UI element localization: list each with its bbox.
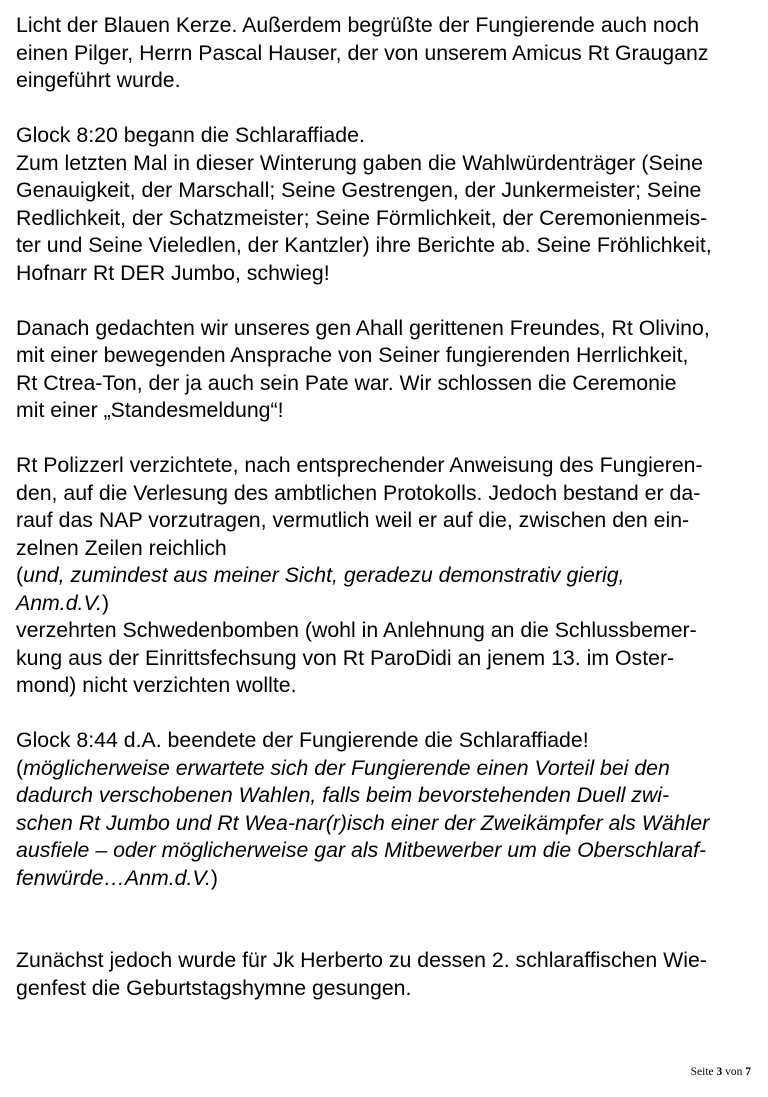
text-line: den, auf die Verlesung des ambtlichen Protokolls. Jedoch bestand er da- [16, 480, 701, 505]
editor-note-line: (und, zumindest aus meiner Sicht, geradezu demonstrativ gierig, [16, 563, 625, 587]
text-line: zelnen Zeilen reichlich [16, 535, 227, 560]
text-line: mit einer „Standesmeldung“! [16, 398, 284, 422]
text-line: Redlichkeit, der Schatzmeister; Seine Förmlichkeit, der Ceremonienmeis- [16, 205, 708, 230]
editor-note-line: fenwürde…Anm.d.V.) [16, 865, 219, 890]
editor-note-line: schen Rt Jumbo und Rt Wea-nar(r)isch einer der Zweikämpfer als Wähler [16, 810, 710, 835]
text-line: Zunächst jedoch wurde für Jk Herberto zu dessen 2. schlaraffischen Wie- [16, 948, 707, 972]
document-body [16, 12, 756, 1002]
text-line: Rt Ctrea-Ton, der ja auch sein Pate war. Wir schlossen die Ceremonie [16, 370, 677, 395]
text-line: Glock 8:20 begann die Schlaraffiade. [16, 123, 365, 147]
text-line: kung aus der Einrittsfechsung von Rt ParoDidi an jenem 13. im Oster- [16, 645, 675, 670]
text-line: Licht der Blauen Kerze. Außerdem begrüßte der Fungierende auch noch [16, 13, 700, 37]
text-line: Zum letzten Mal in dieser Winterung gaben die Wahlwürdenträger (Seine [16, 150, 703, 175]
text-line: mond) nicht verzichten wollte. [16, 673, 297, 697]
text-line: genfest die Geburtstagshymne gesungen. [16, 975, 412, 1000]
page-number: Seite 3 von 7 [690, 1066, 751, 1078]
editor-note-line: dadurch verschobenen Wahlen, falls beim bevorstehenden Duell zwi- [16, 783, 670, 807]
text-line: mit einer bewegenden Ansprache von Seiner fungierenden Herrlichkeit, [16, 343, 689, 367]
text-line: eingeführt wurde. [16, 68, 181, 92]
text-line: rauf das NAP vorzutragen, vermutlich weil er auf die, zwischen den ein- [16, 508, 690, 532]
text-line: Danach gedachten wir unseres gen Ahall gerittenen Freundes, Rt Olivino, [16, 315, 710, 340]
editor-note-line: (möglicherweise erwartete sich der Fungierende einen Vorteil bei den [16, 755, 670, 780]
text-line: verzehrten Schwedenbomben (wohl in Anlehnung an die Schlussbemer- [16, 618, 697, 642]
text-line: Hofnarr Rt DER Jumbo, schwieg! [16, 260, 330, 285]
text-line: Genauigkeit, der Marschall; Seine Gestrengen, der Junkermeister; Seine [16, 178, 702, 202]
editor-note-line: ausfiele – oder möglicherweise gar als Mitbewerber um die Oberschlaraf- [16, 838, 707, 862]
text-line: Rt Polizzerl verzichtete, nach entsprechender Anweisung des Fungieren- [16, 453, 703, 477]
text-line: ter und Seine Vieledlen, der Kantzler) ihre Berichte ab. Seine Fröhlichkeit, [16, 233, 712, 257]
text-line: einen Pilger, Herrn Pascal Hauser, der von unserem Amicus Rt Grauganz [16, 40, 709, 65]
editor-note-line: Anm.d.V.) [16, 590, 110, 615]
text-line: Glock 8:44 d.A. beendete der Fungierende die Schlaraffiade! [16, 728, 589, 752]
